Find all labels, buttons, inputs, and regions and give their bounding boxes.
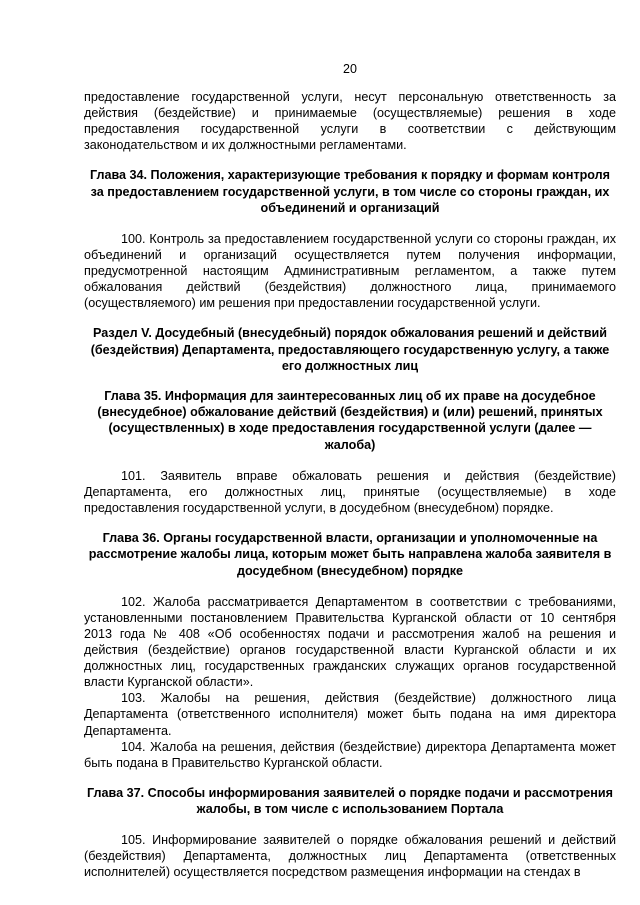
heading-chapter-34: Глава 34. Положения, характеризующие требования к порядку и формам контроля за предоставлением государственной услуги, в том числе со стороны граждан, их объединений и организаций <box>89 168 611 215</box>
paragraph-100: 100. Контроль за предоставлением государственной услуги со стороны граждан, их объединений и организаций осуществляется путем получения информации, предусмотренной настоящим Административным регламентом, а также путем обжалования действий (бездействия) должностного лица, принимаемого (осуществляемого) им решения при предоставлении государственной услуги. <box>84 231 616 311</box>
paragraph-101: 101. Заявитель вправе обжаловать решения и действия (бездействие) Департамента, его должностных лиц, принятые (осуществляемые) в ходе предоставления государственной услуги, в досудебном (внесудебном) порядке. <box>84 468 616 516</box>
paragraph-intro: предоставление государственной услуги, несут персональную ответственность за действия (бездействие) и принимаемые (осуществляемые) решения в ходе предоставления государственной услуги в соответствии с действующим законодательством и их должностными регламентами. <box>84 90 616 153</box>
page-number: 20 <box>343 62 357 76</box>
heading-chapter-37: Глава 37. Способы информирования заявителей о порядке подачи и рассмотрения жалобы, в том числе с использованием Портала <box>87 785 613 816</box>
paragraph-105: 105. Информирование заявителей о порядке обжалования решений и действий (бездействия) Департамента, должностных лиц Департамента (ответственных исполнителей) осуществляется посредством размещения информации на стендах в <box>84 833 616 880</box>
heading-chapter-36: Глава 36. Органы государственной власти, организации и уполномоченные на рассмотрение жалобы лица, которым может быть направлена жалоба заявителя в досудебном (внесудебном) порядке <box>88 531 612 578</box>
paragraph-104: 104. Жалоба на решения, действия (бездействие) директора Департамента может быть подана в Правительство Курганской области. <box>84 739 616 770</box>
paragraph-102: 102. Жалоба рассматривается Департаментом в соответствии с требованиями, установленными постановлением Правительства Курганской области от 10 сентября 2013 года № 408 «Об особенностях подачи и рассмотрения жалоб на решения и действия (бездействие) органов государственной власти Курганской области и их должностных лиц, государственных гражданских служащих органов государственной власти Курганской области». <box>84 594 616 690</box>
heading-section-5: Раздел V. Досудебный (внесудебный) порядок обжалования решений и действий (бездействия) Департамента, предоставляющего государственную услугу, а также его должностных лиц <box>90 326 610 373</box>
heading-chapter-35: Глава 35. Информация для заинтересованных лиц об их праве на досудебное (внесудебное) обжалование действий (бездействия) и (или) решений, принятых (осуществленных) в ходе предоставления государственной услуги (далее — жалоба) <box>97 389 603 452</box>
paragraph-103: 103. Жалобы на решения, действия (бездействие) должностного лица Департамента (ответственного исполнителя) может быть подана на имя директора Департамента. <box>84 691 616 738</box>
